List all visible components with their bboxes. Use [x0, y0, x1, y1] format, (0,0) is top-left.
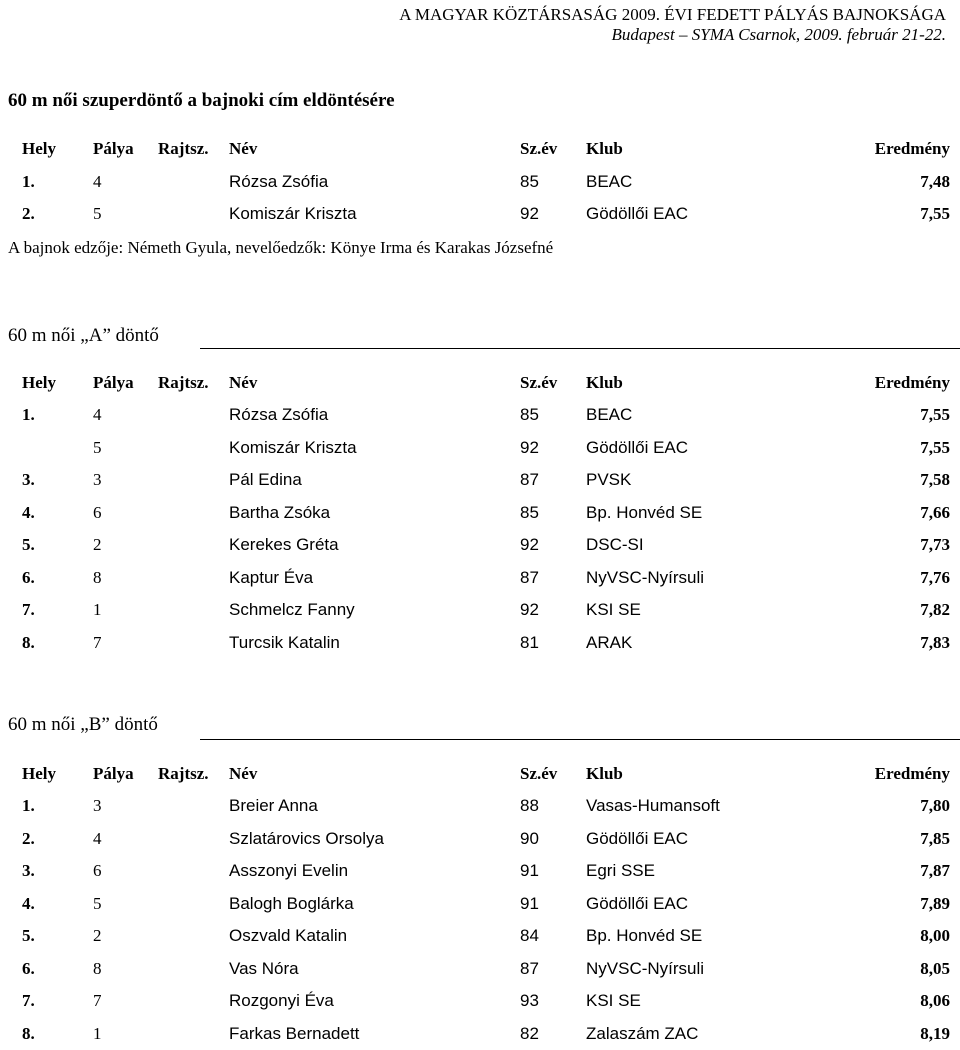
column-header-szev: Sz.év: [520, 139, 558, 158]
cell-szev: 81: [520, 633, 539, 652]
column-header-rajtsz: Rajtsz.: [158, 373, 209, 392]
cell-nev: Asszonyi Evelin: [229, 861, 349, 880]
cell-palya: 6: [93, 503, 102, 522]
cell-nev: Rózsa Zsófia: [229, 405, 329, 424]
cell-nev: Rózsa Zsófia: [229, 172, 329, 191]
cell-palya: 4: [93, 405, 102, 424]
cell-eredmeny: 7,55: [920, 438, 950, 457]
cell-klub: KSI SE: [586, 991, 641, 1010]
section-title: 60 m női szuperdöntő a bajnoki cím eldöntésére: [8, 90, 395, 111]
cell-eredmeny: 7,87: [920, 861, 950, 880]
column-header-nev: Név: [229, 139, 258, 158]
cell-nev: Balogh Boglárka: [229, 894, 354, 913]
cell-klub: Gödöllői EAC: [586, 438, 689, 457]
table-row: [0, 887, 960, 920]
table-row: [0, 789, 960, 822]
table-header-row: [0, 366, 960, 399]
cell-szev: 87: [520, 470, 539, 489]
cell-klub: Zalaszám ZAC: [586, 1024, 699, 1043]
cell-eredmeny: 7,76: [920, 568, 950, 587]
cell-szev: 93: [520, 991, 539, 1010]
cell-eredmeny: 8,06: [920, 991, 950, 1010]
cell-eredmeny: 8,19: [920, 1024, 950, 1043]
cell-szev: 85: [520, 405, 539, 424]
cell-palya: 3: [93, 796, 102, 815]
table-row: [0, 165, 960, 198]
cell-szev: 85: [520, 503, 539, 522]
cell-klub: BEAC: [586, 405, 633, 424]
cell-klub: Bp. Honvéd SE: [586, 503, 703, 522]
column-header-hely: Hely: [22, 139, 56, 158]
cell-palya: 2: [93, 535, 102, 554]
cell-hely: 8.: [22, 633, 35, 652]
cell-klub: Gödöllői EAC: [586, 894, 689, 913]
cell-szev: 88: [520, 796, 539, 815]
cell-palya: 8: [93, 959, 102, 978]
cell-klub: KSI SE: [586, 600, 641, 619]
table-row: [0, 854, 960, 887]
cell-eredmeny: 7,58: [920, 470, 950, 489]
cell-palya: 1: [93, 1024, 102, 1043]
cell-palya: 3: [93, 470, 102, 489]
cell-nev: Komiszár Kriszta: [229, 438, 357, 457]
cell-palya: 8: [93, 568, 102, 587]
table-row: [0, 463, 960, 496]
championship-title: A MAGYAR KÖZTÁRSASÁG 2009. ÉVI FEDETT PÁLYÁS BAJNOKSÁGA: [399, 5, 946, 24]
cell-hely: 4.: [22, 503, 35, 522]
cell-klub: PVSK: [586, 470, 632, 489]
table-row: [0, 431, 960, 464]
column-header-nev: Név: [229, 764, 258, 783]
cell-palya: 4: [93, 829, 102, 848]
column-header-palya: Pálya: [93, 764, 134, 783]
cell-eredmeny: 7,83: [920, 633, 950, 652]
cell-palya: 5: [93, 204, 102, 223]
cell-klub: NyVSC-Nyírsuli: [586, 568, 705, 587]
cell-eredmeny: 7,73: [920, 535, 950, 554]
cell-hely: 2.: [22, 829, 35, 848]
cell-klub: BEAC: [586, 172, 633, 191]
cell-nev: Kaptur Éva: [229, 568, 314, 587]
column-header-szev: Sz.év: [520, 764, 558, 783]
cell-hely: 5.: [22, 926, 35, 945]
table-row: [0, 398, 960, 431]
cell-szev: 87: [520, 568, 539, 587]
cell-nev: Szlatárovics Orsolya: [229, 829, 384, 848]
cell-eredmeny: 7,82: [920, 600, 950, 619]
cell-eredmeny: 7,48: [920, 172, 950, 191]
cell-hely: 2.: [22, 204, 35, 223]
cell-palya: 5: [93, 894, 102, 913]
column-header-hely: Hely: [22, 764, 56, 783]
cell-szev: 91: [520, 894, 539, 913]
cell-eredmeny: 8,00: [920, 926, 950, 945]
cell-nev: Kerekes Gréta: [229, 535, 339, 554]
cell-eredmeny: 7,55: [920, 405, 950, 424]
cell-eredmeny: 7,55: [920, 204, 950, 223]
section-title: 60 m női „A” döntő: [8, 325, 159, 346]
cell-hely: 8.: [22, 1024, 35, 1043]
cell-klub: Gödöllői EAC: [586, 204, 689, 223]
table-row: [0, 496, 960, 529]
cell-szev: 87: [520, 959, 539, 978]
cell-nev: Turcsik Katalin: [229, 633, 340, 652]
cell-hely: 3.: [22, 861, 35, 880]
cell-hely: 1.: [22, 796, 35, 815]
column-header-palya: Pálya: [93, 373, 134, 392]
table-row: [0, 952, 960, 985]
cell-palya: 4: [93, 172, 102, 191]
cell-szev: 92: [520, 535, 539, 554]
cell-eredmeny: 7,85: [920, 829, 950, 848]
cell-szev: 85: [520, 172, 539, 191]
cell-hely: 6.: [22, 959, 35, 978]
cell-hely: 7.: [22, 600, 35, 619]
venue-date: Budapest – SYMA Csarnok, 2009. február 21-22.: [611, 25, 946, 44]
column-header-eredmeny: Eredmény: [874, 764, 950, 783]
table-row: [0, 822, 960, 855]
cell-palya: 2: [93, 926, 102, 945]
cell-eredmeny: 7,80: [920, 796, 950, 815]
table-row: [0, 528, 960, 561]
column-header-palya: Pálya: [93, 139, 134, 158]
cell-palya: 5: [93, 438, 102, 457]
section-title: 60 m női „B” döntő: [8, 714, 158, 735]
cell-nev: Bartha Zsóka: [229, 503, 331, 522]
cell-eredmeny: 7,66: [920, 503, 950, 522]
cell-palya: 7: [93, 633, 102, 652]
cell-hely: 1.: [22, 405, 35, 424]
cell-klub: Gödöllői EAC: [586, 829, 689, 848]
cell-eredmeny: 8,05: [920, 959, 950, 978]
cell-szev: 92: [520, 600, 539, 619]
cell-szev: 91: [520, 861, 539, 880]
cell-klub: Vasas-Humansoft: [586, 796, 720, 815]
cell-szev: 84: [520, 926, 539, 945]
cell-klub: Bp. Honvéd SE: [586, 926, 703, 945]
column-header-eredmeny: Eredmény: [874, 373, 950, 392]
cell-szev: 90: [520, 829, 539, 848]
cell-nev: Schmelcz Fanny: [229, 600, 355, 619]
cell-palya: 6: [93, 861, 102, 880]
table-header-row: [0, 132, 960, 165]
column-header-rajtsz: Rajtsz.: [158, 764, 209, 783]
cell-hely: 1.: [22, 172, 35, 191]
column-header-klub: Klub: [586, 139, 623, 158]
cell-nev: Oszvald Katalin: [229, 926, 348, 945]
column-header-nev: Név: [229, 373, 258, 392]
cell-klub: NyVSC-Nyírsuli: [586, 959, 705, 978]
table-row: [0, 593, 960, 626]
column-header-rajtsz: Rajtsz.: [158, 139, 209, 158]
table-row: [0, 197, 960, 230]
table-row: [0, 984, 960, 1017]
column-header-klub: Klub: [586, 373, 623, 392]
section-rule: [200, 739, 960, 740]
cell-szev: 82: [520, 1024, 539, 1043]
table-row: [0, 561, 960, 594]
cell-szev: 92: [520, 438, 539, 457]
cell-nev: Rozgonyi Éva: [229, 991, 334, 1010]
cell-palya: 7: [93, 991, 102, 1010]
cell-nev: Vas Nóra: [229, 959, 299, 978]
cell-szev: 92: [520, 204, 539, 223]
cell-hely: 4.: [22, 894, 35, 913]
cell-nev: Breier Anna: [229, 796, 318, 815]
cell-klub: Egri SSE: [586, 861, 655, 880]
cell-klub: DSC-SI: [586, 535, 644, 554]
cell-hely: 7.: [22, 991, 35, 1010]
column-header-klub: Klub: [586, 764, 623, 783]
cell-nev: Pál Edina: [229, 470, 302, 489]
cell-palya: 1: [93, 600, 102, 619]
column-header-hely: Hely: [22, 373, 56, 392]
table-row: [0, 919, 960, 952]
coach-note: A bajnok edzője: Németh Gyula, nevelőedzők: Könye Irma és Karakas Józsefné: [8, 238, 554, 257]
table-row: [0, 1017, 960, 1050]
column-header-szev: Sz.év: [520, 373, 558, 392]
cell-nev: Farkas Bernadett: [229, 1024, 360, 1043]
cell-klub: ARAK: [586, 633, 633, 652]
cell-eredmeny: 7,89: [920, 894, 950, 913]
table-row: [0, 626, 960, 659]
cell-hely: 3.: [22, 470, 35, 489]
cell-hely: 6.: [22, 568, 35, 587]
column-header-eredmeny: Eredmény: [874, 139, 950, 158]
table-header-row: [0, 757, 960, 790]
cell-hely: 5.: [22, 535, 35, 554]
section-rule: [200, 348, 960, 349]
cell-nev: Komiszár Kriszta: [229, 204, 357, 223]
